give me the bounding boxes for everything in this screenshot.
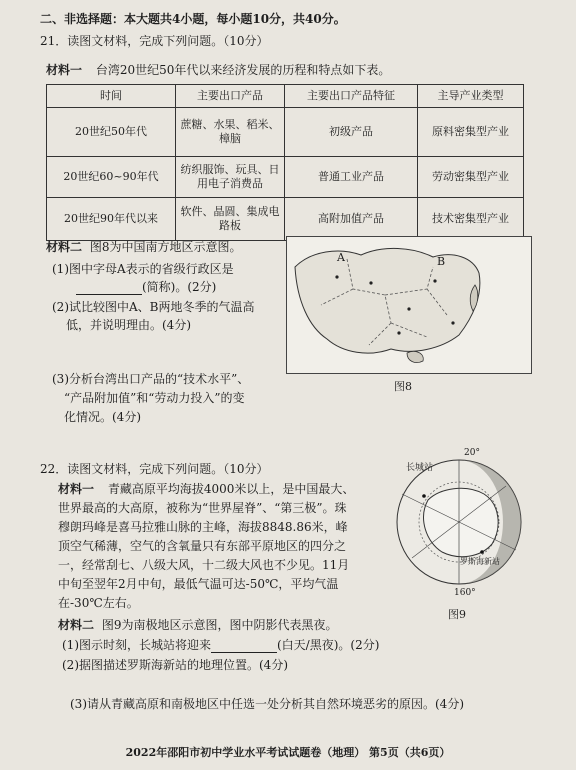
table-cell: 20世纪60~90年代 [47, 157, 176, 198]
answer-blank [211, 640, 277, 653]
answer-blank [76, 282, 142, 295]
table-cell: 普通工业产品 [285, 157, 418, 198]
q21-sub1-line1: (1)图中字母A表示的省级行政区是 [52, 262, 234, 276]
map-label-great-wall-station: 长城站 [406, 463, 434, 473]
table-row [47, 108, 524, 157]
map-label-b: B [437, 255, 446, 268]
table-cell: 蔗糖、水果、稻米、樟脑 [176, 108, 285, 157]
q21-sub2-line1: (2)试比较图中A、B两地冬季的气温高 [52, 300, 255, 314]
q22-material1-label: 材料一 [58, 482, 95, 496]
map-label-ross-sea-station: 罗斯海新站 [460, 557, 500, 566]
table-cell: 原料密集型产业 [418, 108, 524, 157]
q22-sub3: (3)请从青藏高原和南极地区中任选一处分析其自然环境恶劣的原因。(4分) [70, 697, 464, 711]
q21-sub3-line3: 化情况。(4分) [64, 410, 141, 424]
q21-stem: 21．读图文材料，完成下列问题。（10分） [40, 34, 269, 48]
q21-material1-label: 材料一 [46, 63, 83, 77]
q22-material2-text: 图9为南极地区示意图，图中阴影代表黑夜。 [101, 618, 338, 632]
q21-sub1-line2 [76, 280, 216, 295]
table-cell: 20世纪50年代 [47, 108, 176, 157]
map-label-a: A [337, 251, 345, 264]
q21-material2-text: 图8为中国南方地区示意图。 [89, 240, 242, 254]
table-cell: 纺织服饰、玩具、日用电子消费品 [176, 157, 285, 198]
table-cell: 20世纪90年代以来 [47, 198, 176, 241]
table-row [47, 198, 524, 241]
page-footer: 2022年邵阳市初中学业水平考试试题卷（地理） 第5页（共6页） [125, 746, 451, 759]
map-label-20-degree: 20° [464, 448, 480, 458]
map-label-160-degree: 160° [454, 588, 476, 598]
figure9-caption: 图9 [448, 608, 466, 621]
section-title: 二、非选择题：本大题共4小题，每小题10分，共40分。 [40, 12, 346, 26]
table-header: 时间 [47, 85, 176, 108]
q22-material1-line7: 在-30℃左右。 [58, 596, 139, 610]
table-cell: 技术密集型产业 [418, 198, 524, 241]
q21-material2-label: 材料二 [46, 240, 83, 254]
q22-sub1: (1)图示时刻，长城站将迎来 (白天/黑夜)。(2分) [62, 638, 380, 652]
q21-material1 [46, 63, 390, 78]
q21-sub3-line1: (3)分析台湾出口产品的“技术水平”、 [52, 372, 250, 386]
table-cell: 软件、晶圆、集成电路板 [176, 198, 285, 241]
q21-sub3-line2: “产品附加值”和“劳动力投入”的变 [64, 391, 245, 405]
q22-material2-label: 材料二 [58, 618, 95, 632]
q22-stem: 22．读图文材料，完成下列问题。（10分） [40, 462, 269, 476]
q21-sub1-points: (简称)。(2分) [142, 280, 217, 294]
table-cell: 高附加值产品 [285, 198, 418, 241]
antarctica-map [388, 448, 530, 604]
q22-sub2: (2)据图描述罗斯海新站的地理位置。(4分) [62, 658, 288, 672]
table-row [47, 157, 524, 198]
q22-material1-line6: 中旬至翌年2月中旬，最低气温可达-50℃，平均气温 [58, 577, 339, 591]
table-cell: 劳动密集型产业 [418, 157, 524, 198]
q22-material2 [58, 618, 337, 633]
q22-material1-line3: 穆朗玛峰是喜马拉雅山脉的主峰，海拔8848.86米，峰 [58, 520, 348, 534]
table-header: 主要出口产品 [176, 85, 285, 108]
taiwan-economy-table [46, 84, 524, 241]
south-china-map-graphic [287, 237, 531, 373]
q22-material1-line2: 世界最高的大高原，被称为“世界屋脊”、“第三极”。珠 [58, 501, 347, 515]
q22-material1-line1: 材料一 青藏高原平均海拔4000米以上，是中国最大、 [58, 482, 355, 496]
table-header: 主要出口产品特征 [285, 85, 418, 108]
figure8-caption: 图8 [394, 380, 412, 393]
q22-material1-line5: 一，经常刮七、八级大风，十二级大风也不少见。11月 [58, 558, 350, 572]
q21-material2 [46, 240, 241, 255]
q21-sub2-line2: 低，并说明理由。(4分) [66, 318, 191, 332]
table-cell: 初级产品 [285, 108, 418, 157]
q21-material1-text: 台湾20世纪50年代以来经济发展的历程和特点如下表。 [95, 63, 391, 77]
q22-material1-line4: 顶空气稀薄，空气的含氧量只有东部平原地区的四分之 [58, 539, 347, 553]
south-china-map [286, 236, 532, 374]
table-header: 主导产业类型 [418, 85, 524, 108]
